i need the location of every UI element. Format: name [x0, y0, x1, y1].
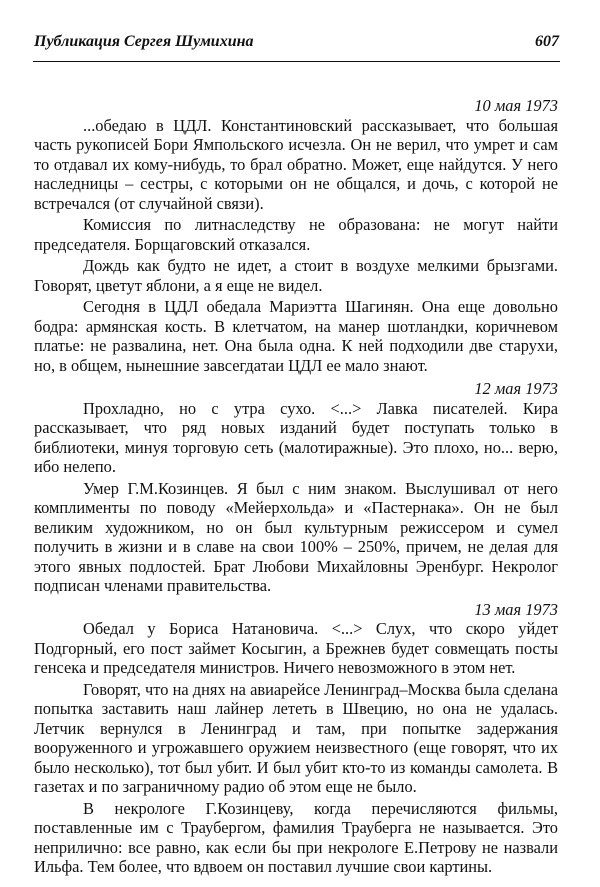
entry-paragraph: Говорят, что на днях на авиарейсе Ленинград–Москва была сделана попытка заставить наш лайнер лететь в Швецию, но она не удалась. Летчик вернулся в Ленинград и там, при попытке задержания вооруженного и угрожавшего оружием неизвестного (еще говорят, что их было несколько), тот был убит. И был убит кто-то из команды самолета. В газетах и по заграничному радио об этом еще не было.	[34, 679, 558, 796]
diary-entry	[34, 96, 558, 375]
entry-paragraph: Обедал у Бориса Натановича. <...> Слух, что скоро уйдет Подгорный, его пост займет Косыгин, а Брежнев будет совмещать посты генсека и председателя министров. Ничего невозможного в этом нет.	[34, 619, 558, 677]
entry-paragraph: Прохладно, но с утра сухо. <...> Лавка писателей. Кира рассказывает, что ряд новых изданий будет поступать только в библиотеки, минуя торговую сеть (малотиражные). Это плохо, но... верю, ибо нелепо.	[34, 398, 558, 476]
diary-entry	[34, 379, 558, 596]
diary-entry	[34, 600, 558, 877]
entry-date: 12 мая 1973	[474, 379, 558, 398]
entry-paragraph: Умер Г.М.Козинцев. Я был с ним знаком. Выслушивал от него комплименты по поводу «Мейерхольда» и «Пастернака». Он не был великим художником, но он был культурным режиссером и сумел получить в жизни и в славе на свои 100% – 250%, причем, не делая для этого явных подлостей. Брат Любови Михайловны Эренбург. Некролог подписан членами правительства.	[34, 478, 558, 595]
running-header	[34, 33, 559, 51]
entry-date: 10 мая 1973	[474, 96, 558, 115]
entry-paragraph: Комиссия по литнаследству не образована: не могут найти председателя. Борщаговский отказался.	[34, 215, 558, 254]
page-number: 607	[535, 33, 559, 50]
entry-paragraph: Сегодня в ЦДЛ обедала Мариэтта Шагинян. Она еще довольно бодра: армянская кость. В клетчатом, на манер шотландки, коричневом платье: не развалина, нет. Она была одна. К ней подходили две старухи, но, в общем, нынешние завсегдатаи ЦДЛ ее мало знают.	[34, 297, 558, 375]
entry-paragraph: ...обедаю в ЦДЛ. Константиновский рассказывает, что большая часть рукописей Бори Ямпольского исчезла. Он не верил, что умрет и сам то отдавал их кому-нибудь, то брал обратно. Может, еще найдутся. У него наследницы – сестры, с которыми он не общался, и дочь, с которой не встречался (от случайной связи).	[34, 115, 558, 213]
entry-paragraph: Дождь как будто не идет, а стоит в воздухе мелкими брызгами. Говорят, цветут яблони, а я еще не видел.	[34, 256, 558, 295]
entry-paragraph: В некрологе Г.Козинцеву, когда перечисляются фильмы, поставленные им с Траубергом, фамилия Трауберга не называется. Это неприлично: все равно, как если бы при некрологе Е.Петрову не назвали Ильфа. Тем более, что вдвоем он поставил лучшие свои картины.	[34, 798, 558, 876]
header-rule	[33, 61, 560, 62]
diary-text	[34, 96, 558, 879]
entry-date: 13 мая 1973	[474, 599, 558, 619]
running-title: Публикация Сергея Шумихина	[34, 33, 254, 50]
